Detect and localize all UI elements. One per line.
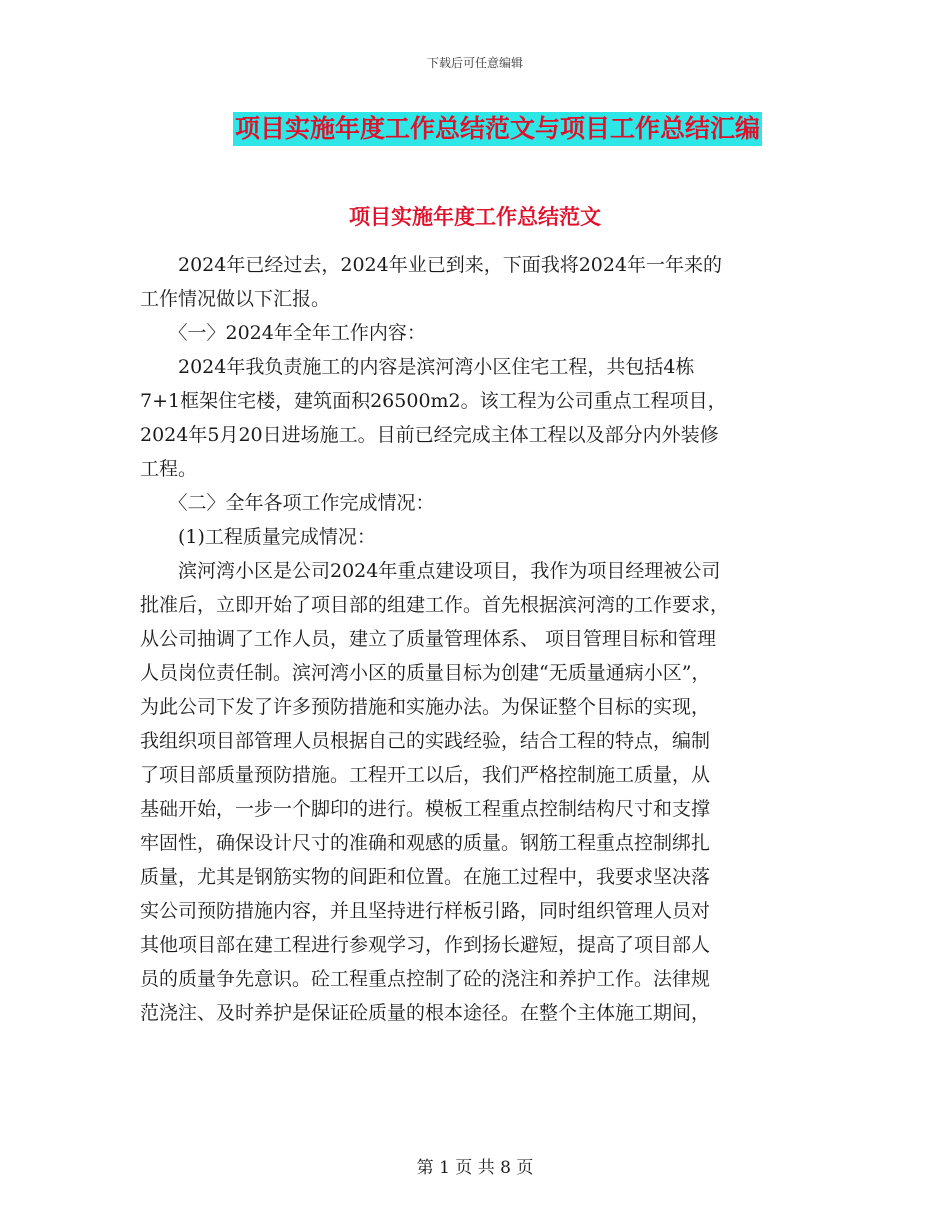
page-number-footer: 第 1 页 共 8 页 bbox=[416, 1158, 534, 1178]
document-title: 项目实施年度工作总结范文与项目工作总结汇编 bbox=[233, 112, 762, 146]
body-line: (1)工程质量完成情况： bbox=[140, 526, 376, 548]
body-line: 牢固性，确保设计尺寸的准确和观感的质量。钢筋工程重点控制绑扎 bbox=[140, 832, 711, 854]
body-line: 滨河湾小区是公司2024年重点建设项目，我作为项目经理被公司 bbox=[140, 560, 721, 582]
body-line: 实公司预防措施内容，并且坚持进行样板引路，同时组织管理人员对 bbox=[140, 900, 711, 922]
body-line: 批准后，立即开始了项目部的组建工作。首先根据滨河湾的工作要求， bbox=[140, 594, 730, 616]
body-line: 了项目部质量预防措施。工程开工以后，我们严格控制施工质量，从 bbox=[140, 764, 711, 786]
body-line: 其他项目部在建工程进行参观学习，作到扬长避短，提高了项目部人 bbox=[140, 934, 711, 956]
document-body bbox=[140, 248, 808, 1030]
body-line: 范浇注、及时养护是保证砼质量的根本途径。在整个主体施工期间， bbox=[140, 1002, 711, 1024]
body-line: 2024年已经过去，2024年业已到来，下面我将2024年一年来的 bbox=[140, 254, 723, 276]
body-line: 我组织项目部管理人员根据自己的实践经验，结合工程的特点，编制 bbox=[140, 730, 711, 752]
body-line: 质量，尤其是钢筋实物的间距和位置。在施工过程中，我要求坚决落 bbox=[140, 866, 711, 888]
body-line: 从公司抽调了工作人员，建立了质量管理体系、 项目管理目标和管理 bbox=[140, 628, 717, 650]
body-line: 为此公司下发了许多预防措施和实施办法。为保证整个目标的实现， bbox=[140, 696, 711, 718]
body-line: 2024年5月20日进场施工。目前已经完成主体工程以及部分内外装修 bbox=[140, 424, 719, 446]
body-line: 工程。 bbox=[140, 458, 198, 480]
body-line: 工作情况做以下汇报。 bbox=[140, 288, 331, 310]
body-line: 〈一〉2024年全年工作内容： bbox=[140, 322, 426, 344]
body-line: 2024年我负责施工的内容是滨河湾小区住宅工程，共包括4栋 bbox=[140, 356, 695, 378]
body-line: 人员岗位责任制。滨河湾小区的质量目标为创建“无质量通病小区”， bbox=[140, 662, 711, 684]
body-line: 〈二〉全年各项工作完成情况： bbox=[140, 492, 435, 514]
body-line: 员的质量争先意识。砼工程重点控制了砼的浇注和养护工作。法律规 bbox=[140, 968, 711, 990]
section-title: 项目实施年度工作总结范文 bbox=[349, 204, 601, 229]
header-note: 下载后可任意编辑 bbox=[426, 56, 523, 70]
body-line: 基础开始，一步一个脚印的进行。模板工程重点控制结构尺寸和支撑 bbox=[140, 798, 711, 820]
body-line: 7+1框架住宅楼，建筑面积26500m2。该工程为公司重点工程项目， bbox=[140, 390, 727, 412]
document-title-wrapper bbox=[0, 112, 950, 146]
